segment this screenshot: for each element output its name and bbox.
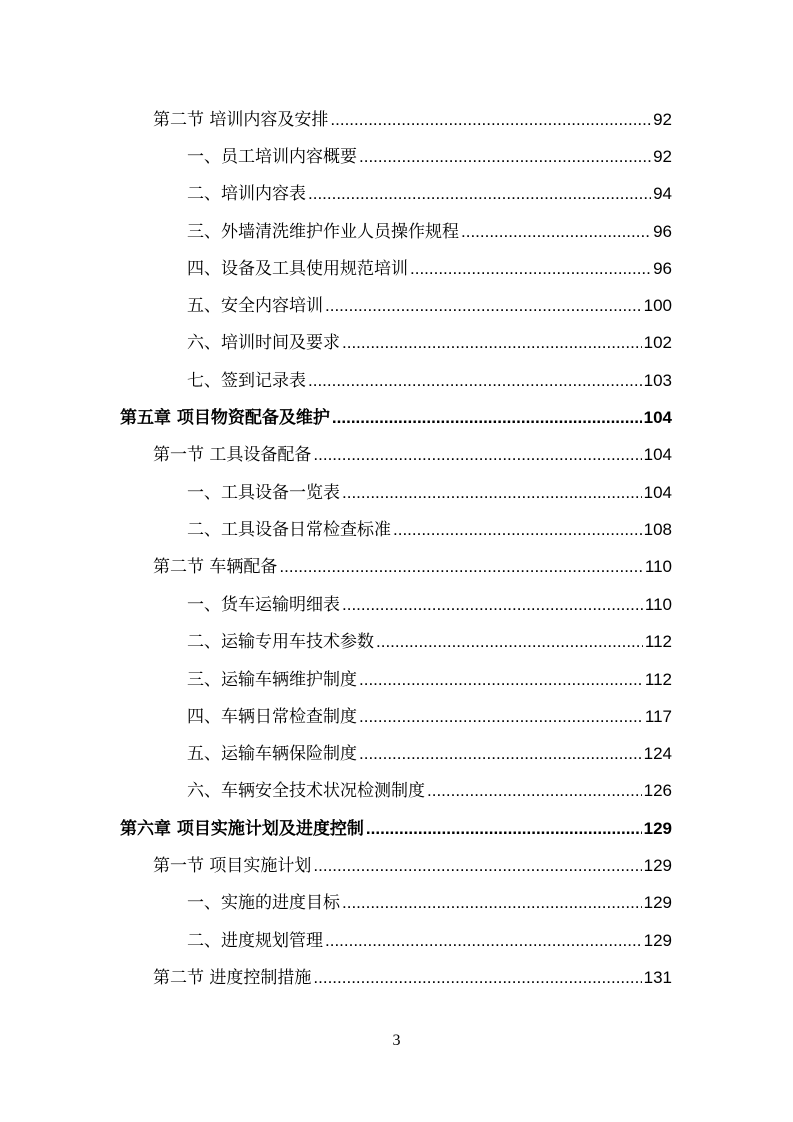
- toc-entry-title: 二、进度规划管理: [187, 931, 323, 951]
- toc-dot-leader: [366, 818, 642, 840]
- toc-entry-page: 129: [643, 819, 672, 838]
- toc-entry-title: 五、安全内容培训: [187, 296, 323, 316]
- toc-entry-page: 92: [653, 147, 672, 166]
- toc-entry-title: 第二节 车辆配备: [153, 557, 278, 577]
- page-number: 3: [392, 1032, 401, 1049]
- toc-entry-page: 104: [643, 483, 672, 502]
- toc-entry-page: 104: [643, 445, 672, 464]
- toc-entry-title: 第六章 项目实施计划及进度控制: [120, 819, 364, 839]
- toc-dot-leader: [427, 780, 642, 802]
- toc-entry[interactable]: [187, 287, 672, 317]
- toc-entry-page: 117: [644, 707, 672, 726]
- toc-entry[interactable]: [153, 847, 672, 877]
- toc-entry-title: 二、运输专用车技术参数: [187, 632, 374, 652]
- toc-entry-page: 96: [653, 259, 672, 278]
- toc-entry[interactable]: [187, 623, 672, 653]
- toc-entry-page: 129: [643, 931, 672, 950]
- toc-dot-leader: [332, 407, 642, 429]
- toc-entry-page: 96: [653, 222, 672, 241]
- toc-entry[interactable]: [187, 922, 672, 952]
- toc-dot-leader: [342, 482, 642, 504]
- toc-entry-title: 一、实施的进度目标: [187, 893, 340, 913]
- toc-entry-page: 112: [644, 632, 672, 651]
- toc-chapter-entry[interactable]: [120, 810, 672, 840]
- toc-dot-leader: [410, 258, 651, 280]
- toc-entry[interactable]: [187, 586, 672, 616]
- toc-dot-leader: [359, 706, 643, 728]
- toc-dot-leader: [308, 370, 642, 392]
- toc-entry[interactable]: [153, 101, 672, 131]
- toc-entry-page: 112: [644, 670, 672, 689]
- toc-entry-title: 第二节 进度控制措施: [153, 968, 312, 988]
- toc-dot-leader: [313, 444, 641, 466]
- toc-dot-leader: [461, 221, 651, 243]
- toc-entry-title: 二、培训内容表: [187, 184, 306, 204]
- toc-entry-page: 131: [643, 968, 672, 987]
- toc-entry-page: 92: [653, 110, 672, 129]
- toc-entry-page: 129: [643, 856, 672, 875]
- toc-entry-title: 二、工具设备日常检查标准: [187, 520, 391, 540]
- toc-entry-title: 一、货车运输明细表: [187, 595, 340, 615]
- toc-dot-leader: [359, 669, 643, 691]
- toc-dot-leader: [313, 967, 641, 989]
- toc-dot-leader: [330, 109, 651, 131]
- toc-dot-leader: [376, 631, 643, 653]
- toc-entry[interactable]: [187, 735, 672, 765]
- toc-entry-page: 110: [644, 557, 672, 576]
- toc-dot-leader: [279, 556, 642, 578]
- toc-entry[interactable]: [187, 511, 672, 541]
- toc-entry-title: 六、车辆安全技术状况检测制度: [187, 781, 425, 801]
- toc-entry[interactable]: [153, 436, 672, 466]
- toc-dot-leader: [325, 930, 642, 952]
- toc-entry-page: 124: [643, 744, 672, 763]
- toc-entry-title: 四、车辆日常检查制度: [187, 707, 357, 727]
- toc-dot-leader: [359, 146, 651, 168]
- toc-entry-title: 三、外墙清洗维护作业人员操作规程: [187, 222, 459, 242]
- toc-entry[interactable]: [187, 324, 672, 354]
- toc-entry[interactable]: [187, 474, 672, 504]
- toc-entry-title: 第一节 工具设备配备: [153, 445, 312, 465]
- toc-entry[interactable]: [153, 959, 672, 989]
- toc-entry[interactable]: [187, 362, 672, 392]
- toc-entry[interactable]: [153, 548, 672, 578]
- toc-entry-page: 129: [643, 893, 672, 912]
- toc-entry-title: 五、运输车辆保险制度: [187, 744, 357, 764]
- toc-entry-title: 六、培训时间及要求: [187, 333, 340, 353]
- toc-dot-leader: [325, 295, 642, 317]
- toc-entry-title: 一、工具设备一览表: [187, 483, 340, 503]
- toc-entry-title: 第二节 培训内容及安排: [153, 110, 329, 130]
- toc-entry-page: 110: [644, 595, 672, 614]
- toc-entry-page: 126: [643, 781, 672, 800]
- toc-entry-page: 104: [643, 408, 672, 427]
- toc-dot-leader: [342, 892, 642, 914]
- toc-entry-title: 一、员工培训内容概要: [187, 147, 357, 167]
- toc-entry-page: 102: [643, 333, 672, 352]
- toc-entry-page: 100: [643, 296, 672, 315]
- toc-entry-title: 三、运输车辆维护制度: [187, 670, 357, 690]
- toc-entry[interactable]: [187, 698, 672, 728]
- toc-entry-page: 103: [643, 371, 672, 390]
- toc-dot-leader: [342, 594, 643, 616]
- toc-dot-leader: [342, 332, 642, 354]
- toc-entry-page: 94: [653, 184, 672, 203]
- toc-entry-page: 108: [643, 520, 672, 539]
- toc-entry[interactable]: [187, 250, 672, 280]
- toc-entry[interactable]: [187, 175, 672, 205]
- toc-entry[interactable]: [187, 138, 672, 168]
- toc-entry-title: 第一节 项目实施计划: [153, 856, 312, 876]
- toc-entry[interactable]: [187, 213, 672, 243]
- toc-entry-title: 七、签到记录表: [187, 371, 306, 391]
- toc-entry[interactable]: [187, 661, 672, 691]
- toc-entry[interactable]: [187, 772, 672, 802]
- toc-entry-title: 第五章 项目物资配备及维护: [120, 408, 330, 428]
- toc-dot-leader: [308, 183, 651, 205]
- toc-entry-title: 四、设备及工具使用规范培训: [187, 259, 408, 279]
- toc-dot-leader: [359, 743, 642, 765]
- toc-dot-leader: [313, 855, 641, 877]
- toc-entry[interactable]: [187, 884, 672, 914]
- toc-chapter-entry[interactable]: [120, 399, 672, 429]
- toc-dot-leader: [393, 519, 642, 541]
